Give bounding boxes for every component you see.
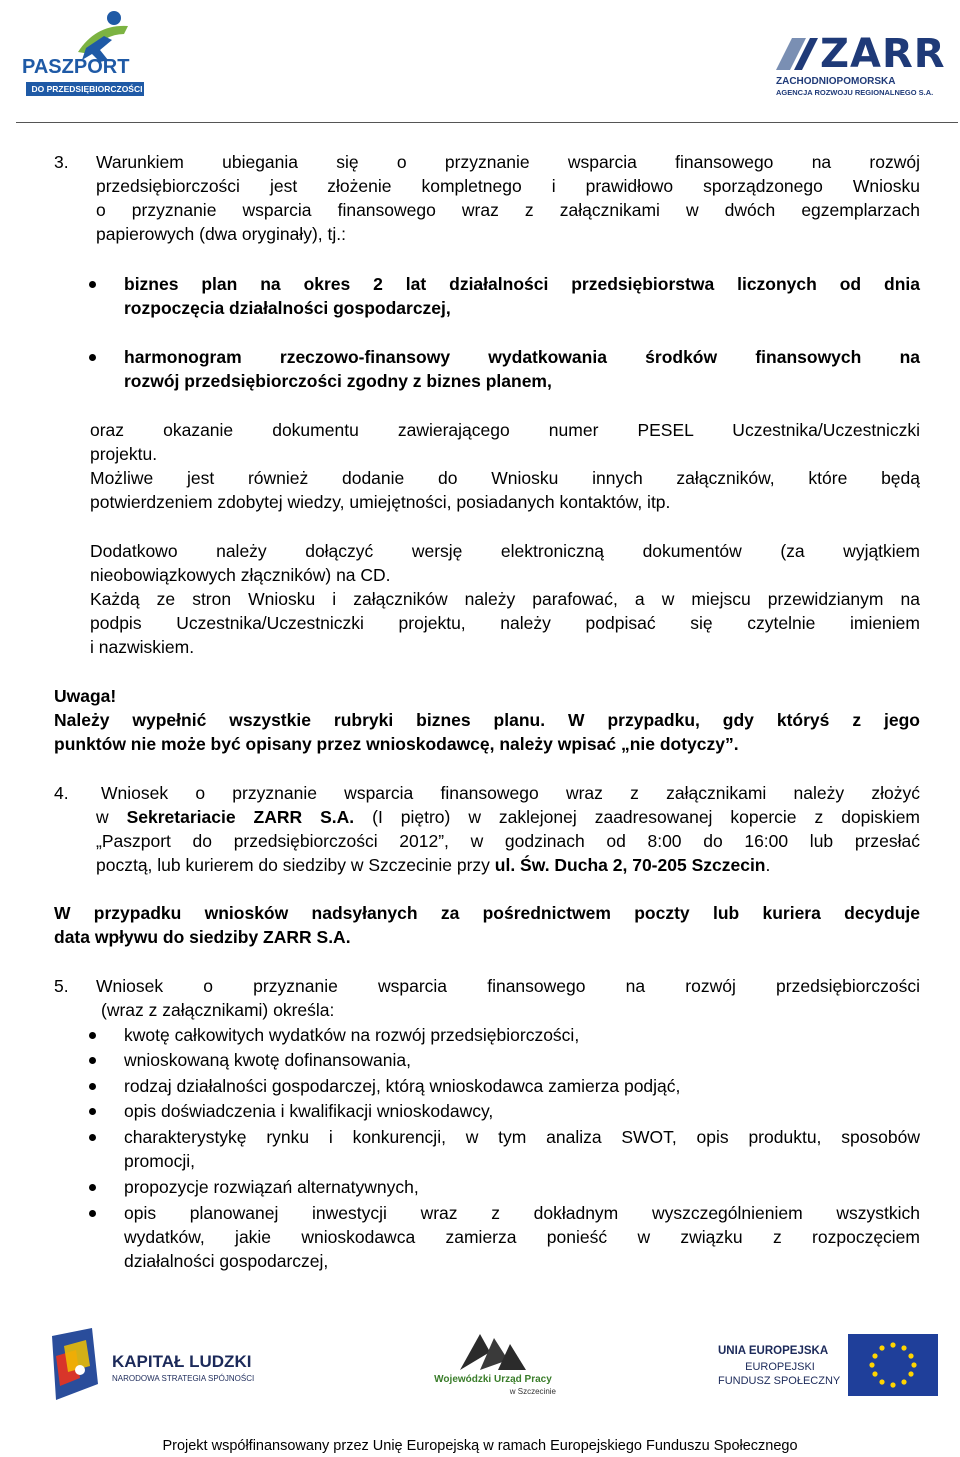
section-4-office: Sekretariacie ZARR S.A. (126, 807, 355, 827)
eu-line-3: FUNDUSZ SPOŁECZNY (718, 1375, 841, 1387)
section-5-bullet-7-line-2: wydatków, jakie wnioskodawca zamierza ponieść w związku z rozpoczęciem (124, 1227, 920, 1247)
eu-line-1: UNIA EUROPEJSKA (718, 1345, 829, 1357)
eu-flag-icon (848, 1334, 938, 1396)
section-3-para-1-line-1: oraz okazanie dokumentu zawierającego numer PESEL Uczestnika/Uczestniczki (90, 420, 920, 440)
section-3-para-1-line-2: projektu. (90, 444, 158, 464)
eu-logo (718, 1334, 938, 1400)
paszport-logo-title: PASZPORT (22, 56, 130, 78)
section-3-para-3-line-2: nieobowiązkowych złączników) na CD. (90, 565, 391, 585)
bullet-icon (89, 281, 96, 288)
section-3-para-4-line-3: i nazwiskiem. (90, 637, 195, 657)
section-5-bullet-5-line-2: promocji, (124, 1151, 195, 1171)
section-3-number: 3. (54, 152, 69, 172)
section-5-intro-line-1: Wniosek o przyznanie wsparcia finansowego na rozwój przedsiębiorczości (96, 976, 920, 996)
section-3-intro-line-1: Warunkiem ubiegania się o przyznanie wsparcia finansowego na rozwój (96, 152, 920, 172)
section-5-bullet-4: opis doświadczenia i kwalifikacji wnioskodawcy, (124, 1101, 494, 1121)
paszport-logo-subtitle: DO PRZEDSIĘBIORCZOŚCI (31, 84, 143, 94)
section-4-address: ul. Św. Ducha 2, 70-205 Szczecin (494, 855, 766, 875)
wup-title: Wojewódzki Urząd Pracy (434, 1374, 552, 1385)
section-4-line-4: pocztą, lub kurierem do siedziby w Szczecinie przy ul. Św. Ducha 2, 70-205 Szczecin. (96, 855, 771, 875)
kapital-ludzki-title: KAPITAŁ LUDZKI (112, 1352, 252, 1371)
wup-logo (430, 1330, 556, 1402)
bullet-icon (89, 1057, 96, 1064)
section-3-intro-line-2: przedsiębiorczości jest złożenie kompletnego i prawidłowo sporządzonego Wniosku (96, 176, 920, 196)
section-4-line-2: w Sekretariacie ZARR S.A. (I piętro) w zaklejonej zaadresowanej kopercie z dopiskiem (96, 807, 921, 827)
section-3-para-4-line-2: podpis Uczestnika/Uczestniczki projektu, należy podpisać się czytelnie imieniem (90, 613, 920, 633)
zarr-logo-line1: ZACHODNIOPOMORSKA (776, 76, 896, 87)
section-3-bullet-1-line-1: biznes plan na okres 2 lat działalności przedsiębiorstwa liczonych od dnia (124, 274, 920, 294)
bullet-icon (89, 1210, 96, 1217)
section-3-para-2-line-2: potwierdzeniem zdobytej wiedzy, umiejętności, posiadanych kontaktów, itp. (90, 492, 671, 512)
kapital-ludzki-emblem-icon (46, 1326, 104, 1406)
section-5-bullet-1: kwotę całkowitych wydatków na rozwój przedsiębiorczości, (124, 1025, 580, 1045)
section-4-line-3: „Paszport do przedsiębiorczości 2012”, w godzinach od 8:00 do 16:00 lub przesłać (96, 831, 920, 851)
zarr-logo (772, 31, 950, 100)
section-3-intro-line-3: o przyznanie wsparcia finansowego wraz z załącznikami w dwóch egzemplarzach (96, 200, 920, 220)
section-3-bullet-2-line-2: rozwój przedsiębiorczości zgodny z biznes planem, (124, 371, 552, 391)
zarr-logo-mark: ZARR (820, 31, 946, 77)
bullet-icon (89, 354, 96, 361)
bullet-icon (89, 1108, 96, 1115)
section-5-bullet-7-line-3: działalności gospodarczej, (124, 1251, 329, 1271)
section-5-number: 5. (54, 976, 69, 996)
warning-line-2: punktów nie może być opisany przez wnioskodawcę, należy wpisać „nie dotyczy”. (54, 734, 739, 754)
section-3-para-4-line-1: Każdą ze stron Wniosku i załączników należy parafować, a w miejscu przewidzianym na (90, 589, 920, 609)
section-3-bullet-1-line-2: rozpoczęcia działalności gospodarczej, (124, 298, 451, 318)
bullet-icon (89, 1083, 96, 1090)
bullet-icon (89, 1184, 96, 1191)
section-3-para-2-line-1: Możliwe jest również dodanie do Wniosku innych załączników, które będą (90, 468, 920, 488)
section-3-intro-line-4: papierowych (dwa oryginały), tj.: (96, 224, 346, 244)
kapital-ludzki-subtitle: NARODOWA STRATEGIA SPÓJNOŚCI (112, 1374, 255, 1383)
bullet-icon (89, 1134, 96, 1141)
section-3-bullet-2-line-1: harmonogram rzeczowo-finansowy wydatkowania środków finansowych na (124, 347, 920, 367)
section-3-para-3-line-1: Dodatkowo należy dołączyć wersję elektroniczną dokumentów (za wyjątkiem (90, 541, 920, 561)
section-5-bullet-3: rodzaj działalności gospodarczej, którą wnioskodawca zamierza podjąć, (124, 1076, 681, 1096)
bullet-icon (89, 1032, 96, 1039)
section-5-bullet-5-line-1: charakterystykę rynku i konkurencji, w tym analiza SWOT, opis produktu, sposobów (124, 1127, 920, 1147)
section-5-bullet-7-line-1: opis planowanej inwestycji wraz z dokładnym wyszczególnieniem wszystkich (124, 1203, 920, 1223)
warning-line-1: Należy wypełnić wszystkie rubryki biznes planu. W przypadku, gdy któryś z jego (54, 710, 920, 730)
warning-title: Uwaga! (54, 686, 117, 706)
section-4-number: 4. (54, 783, 69, 803)
wup-subtitle: w Szczecinie (509, 1387, 556, 1396)
header-divider (16, 122, 958, 123)
section-4-note-line-1: W przypadku wniosków nadsyłanych za pośrednictwem poczty lub kuriera decyduje (54, 903, 920, 923)
footer-text: Projekt współfinansowany przez Unię Europejską w ramach Europejskiego Funduszu Społecznego (162, 1438, 798, 1454)
section-5-bullet-6: propozycje rozwiązań alternatywnych, (124, 1177, 419, 1197)
section-5-intro-line-2: (wraz z załącznikami) określa: (101, 1000, 335, 1020)
section-4-note-line-2: data wpływu do siedziby ZARR S.A. (54, 927, 351, 947)
zarr-logo-line2: AGENCJA ROZWOJU REGIONALNEGO S.A. (776, 88, 934, 97)
paszport-logo (16, 4, 156, 106)
section-4-line-1: Wniosek o przyznanie wsparcia finansowego wraz z załącznikami należy złożyć (101, 783, 920, 803)
section-5-bullet-2: wnioskowaną kwotę dofinansowania, (124, 1050, 411, 1070)
wup-emblem-icon (430, 1330, 556, 1372)
kapital-ludzki-logo (46, 1326, 286, 1406)
eu-line-2: EUROPEJSKI (745, 1361, 815, 1373)
